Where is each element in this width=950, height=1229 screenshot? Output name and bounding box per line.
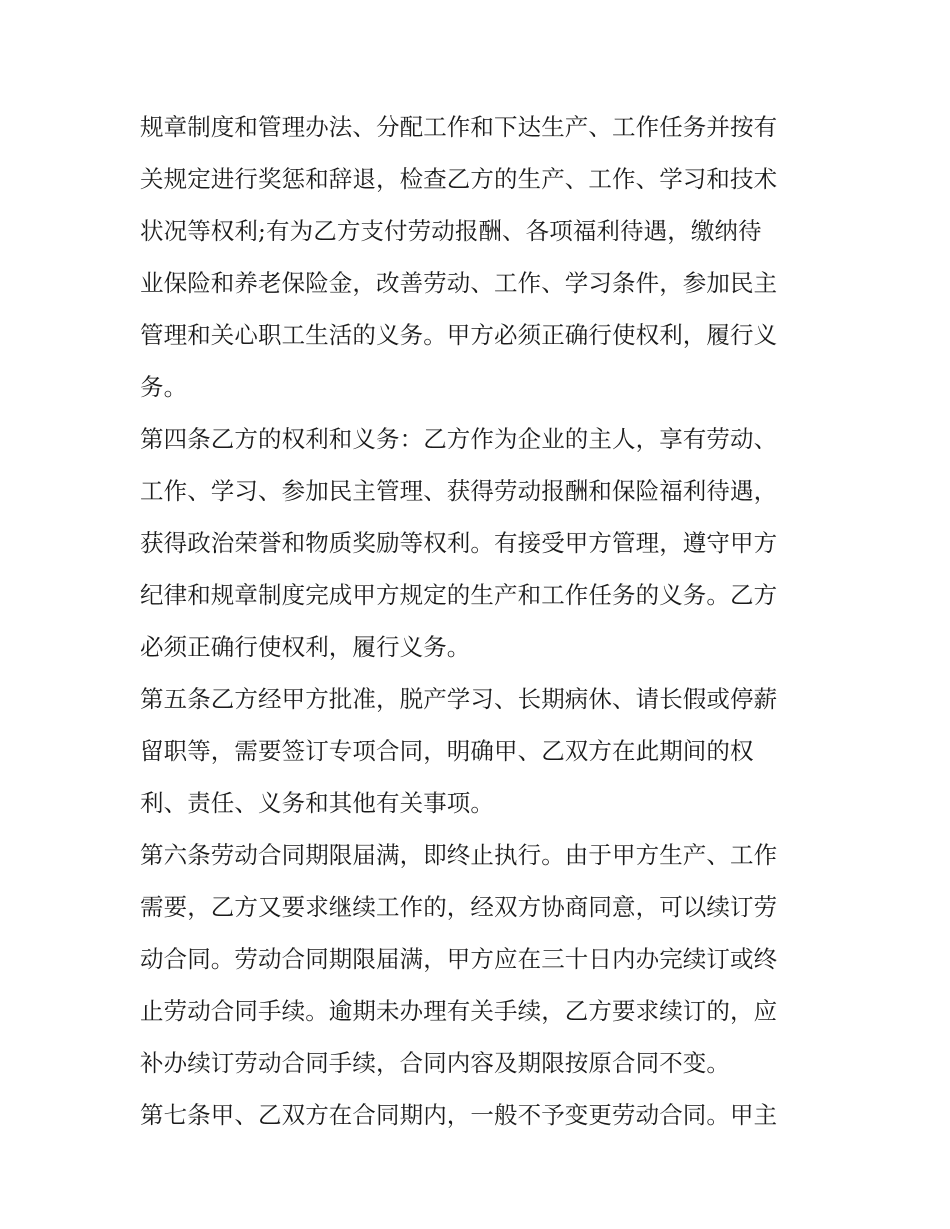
text-line: 必须正确行使权利，履行义务。 [140,633,471,661]
text-line: 规章制度和管理办法、分配工作和下达生产、工作任务并按有 [140,113,778,141]
text-line: 关规定进行奖惩和辞退，检查乙方的生产、工作、学习和技术 [140,165,778,193]
text-line: 止劳动合同手续。逾期未办理有关手续，乙方要求续订的，应 [140,997,778,1025]
article-6-line: 第六条劳动合同期限届满，即终止执行。由于甲方生产、工作 [140,841,778,869]
text-line: 补办续订劳动合同手续，合同内容及期限按原合同不变。 [140,1049,730,1077]
text-line: 需要，乙方又要求继续工作的，经双方协商同意，可以续订劳 [140,893,778,921]
text-line: 动合同。劳动合同期限届满，甲方应在三十日内办完续订或终 [140,945,778,973]
text-line: 管理和关心职工生活的义务。甲方必须正确行使权利，履行义 [140,321,778,349]
article-7-line: 第七条甲、乙双方在合同期内，一般不予变更劳动合同。甲主 [140,1101,778,1129]
article-4-line: 第四条乙方的权利和义务：乙方作为企业的主人，享有劳动、 [140,425,778,453]
text-line: 留职等，需要签订专项合同，明确甲、乙双方在此期间的权 [140,737,754,765]
text-line: 利、责任、义务和其他有关事项。 [140,789,494,817]
text-line: 状况等权利;有为乙方支付劳动报酬、各项福利待遇，缴纳待 [140,217,762,245]
contract-body-text [140,101,812,1141]
article-5-line: 第五条乙方经甲方批准，脱产学习、长期病休、请长假或停薪 [140,685,778,713]
text-line: 获得政治荣誉和物质奖励等权利。有接受甲方管理，遵守甲方 [140,529,778,557]
text-line: 务。 [140,373,188,401]
text-line: 业保险和养老保险金，改善劳动、工作、学习条件，参加民主 [140,269,778,297]
text-line: 纪律和规章制度完成甲方规定的生产和工作任务的义务。乙方 [140,581,778,609]
text-line: 工作、学习、参加民主管理、获得劳动报酬和保险福利待遇， [140,477,778,505]
